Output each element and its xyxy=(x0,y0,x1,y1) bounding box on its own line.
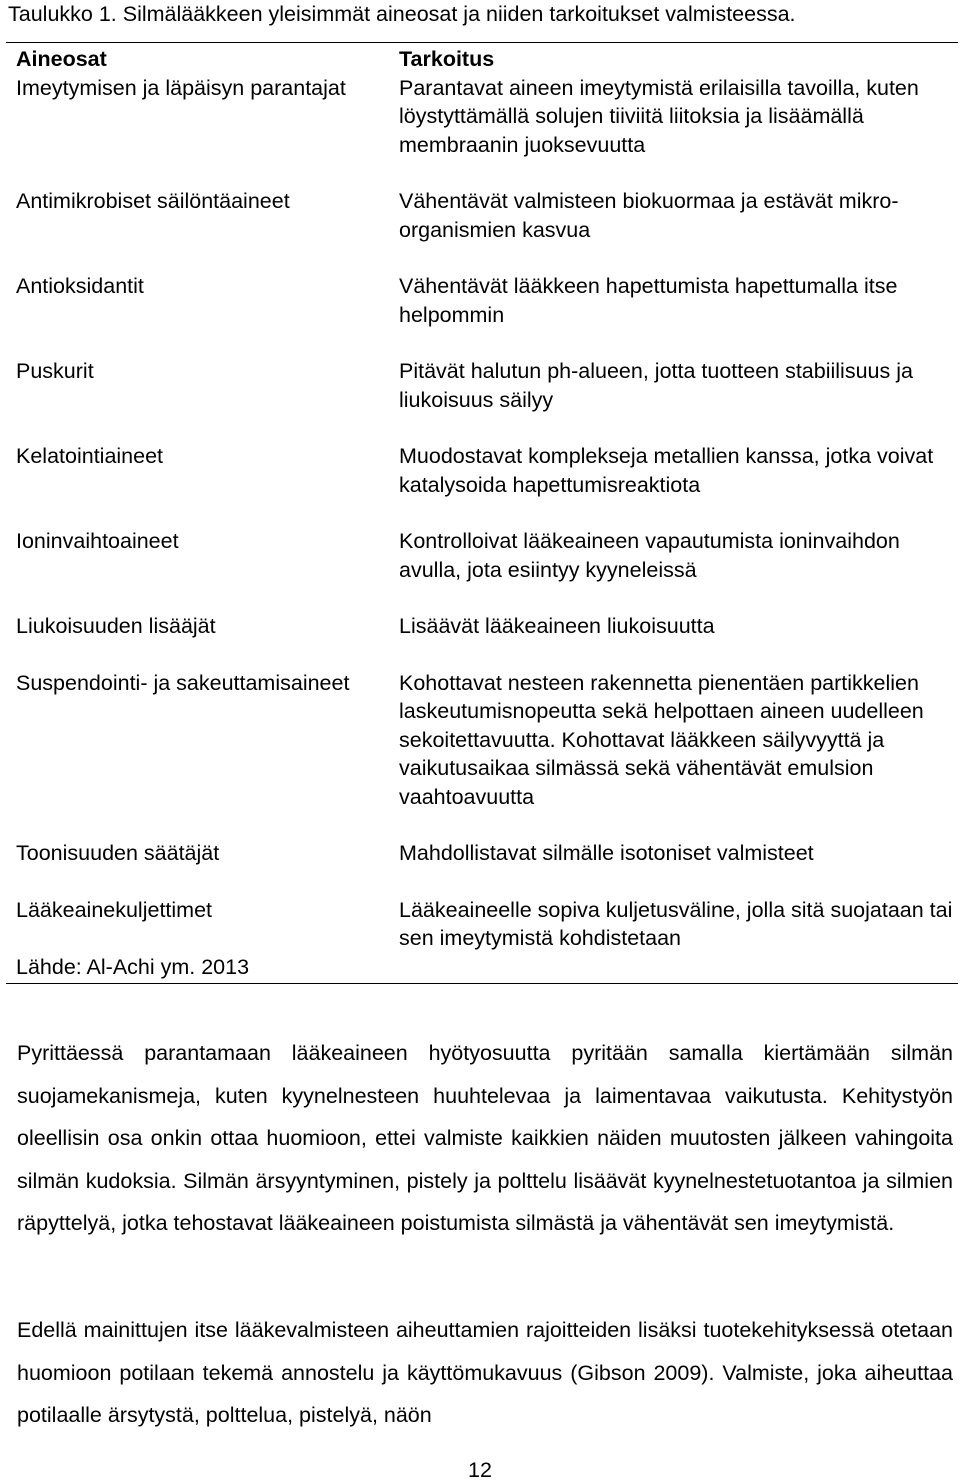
table-row xyxy=(6,612,958,641)
page-number: 12 xyxy=(468,1458,492,1482)
header-purpose: Tarkoitus xyxy=(399,47,495,71)
ingredient-cell: Antioksidantit xyxy=(16,274,144,298)
table-row xyxy=(6,669,958,812)
table-row xyxy=(6,896,958,953)
purpose-cell: Mahdollistavat silmälle isotoniset valmisteet xyxy=(399,841,814,865)
ingredient-cell: Puskurit xyxy=(16,359,94,383)
table-row xyxy=(6,442,958,499)
table-source-row xyxy=(6,953,958,984)
purpose-cell: Parantavat aineen imeytymistä erilaisilla tavoilla, kuten löystyttämällä solujen tiiviitä liitoksia ja lisäämällä membraanin juoksevuutta xyxy=(399,75,919,157)
ingredients-table xyxy=(6,42,958,984)
ingredient-cell: Kelatointiaineet xyxy=(16,444,164,468)
table-caption: Taulukko 1. Silmälääkkeen yleisimmät aineosat ja niiden tarkoitukset valmisteessa. xyxy=(8,2,796,26)
ingredient-cell: Liukoisuuden lisääjät xyxy=(16,614,216,638)
ingredient-cell: Lääkeainekuljettimet xyxy=(16,897,213,922)
table-row xyxy=(6,527,958,584)
purpose-cell: Vähentävät valmisteen biokuormaa ja estävät mikro-organismien kasvua xyxy=(399,189,899,242)
purpose-cell: Lisäävät lääkeaineen liukoisuutta xyxy=(399,614,715,638)
ingredient-cell: Ioninvaihtoaineet xyxy=(16,529,179,553)
ingredient-cell: Imeytymisen ja läpäisyn parantajat xyxy=(16,75,346,100)
ingredient-cell: Antimikrobiset säilöntäaineet xyxy=(16,189,290,213)
table-row xyxy=(6,74,958,160)
purpose-cell: Lääkeaineelle sopiva kuljetusväline, jolla sitä suojataan tai sen imeytymistä kohdistetaan xyxy=(399,897,953,950)
table-row xyxy=(6,357,958,414)
purpose-cell: Vähentävät lääkkeen hapettumista hapettumalla itse helpommin xyxy=(399,274,898,327)
table-source: Lähde: Al-Achi ym. 2013 xyxy=(16,954,250,979)
body-paragraph: Edellä mainittujen itse lääkevalmisteen aiheuttamien rajoitteiden lisäksi tuotekehityksessä otetaan huomioon potilaan tekemä annostelu ja käyttömukavuus (Gibson 2009). Valmiste, joka aiheuttaa potilaalle ärsytystä, polttelua, pistelyä, näön xyxy=(17,1318,953,1427)
table-row xyxy=(6,187,958,244)
ingredient-cell: Toonisuuden säätäjät xyxy=(16,841,220,865)
ingredient-cell: Suspendointi- ja sakeuttamisaineet xyxy=(16,670,350,695)
purpose-cell: Kohottavat nesteen rakennetta pienentäen partikkelien laskeutumisnopeutta sekä helpottaen aineen uudelleen sekoitettavuutta. Kohottavat lääkkeen säilyvyyttä ja vaikutusaikaa silmässä sekä vähentävät emulsion vaahtoavuutta xyxy=(399,670,924,809)
purpose-cell: Pitävät halutun ph-alueen, jotta tuotteen stabiilisuus ja liukoisuus säilyy xyxy=(399,359,913,412)
table-row xyxy=(6,272,958,329)
purpose-cell: Kontrolloivat lääkeaineen vapautumista ioninvaihdon avulla, jota esiintyy kyyneleissä xyxy=(399,529,900,582)
header-ingredients: Aineosat xyxy=(16,47,107,71)
table-row xyxy=(6,839,958,868)
table-header-row xyxy=(6,43,958,74)
body-paragraph: Pyrittäessä parantamaan lääkeaineen hyötyosuutta pyritään samalla kiertämään silmän suojamekanismeja, kuten kyynelnesteen huuhtelevaa ja laimentavaa vaikutusta. Kehitystyön oleellisin osa onkin ottaa huomioon, ettei valmiste kaikkien näiden muutosten jälkeen vahingoita silmän kudoksia. Silmän ärsyyntyminen, pistely ja polttelu lisäävät kyynelnestetuotantoa ja silmien räpyttelyä, jotka tehostavat lääkeaineen poistumista silmästä ja vähentävät sen imeytymistä. xyxy=(17,1041,953,1235)
purpose-cell: Muodostavat komplekseja metallien kanssa, jotka voivat katalysoida hapettumisreaktiota xyxy=(399,444,934,497)
